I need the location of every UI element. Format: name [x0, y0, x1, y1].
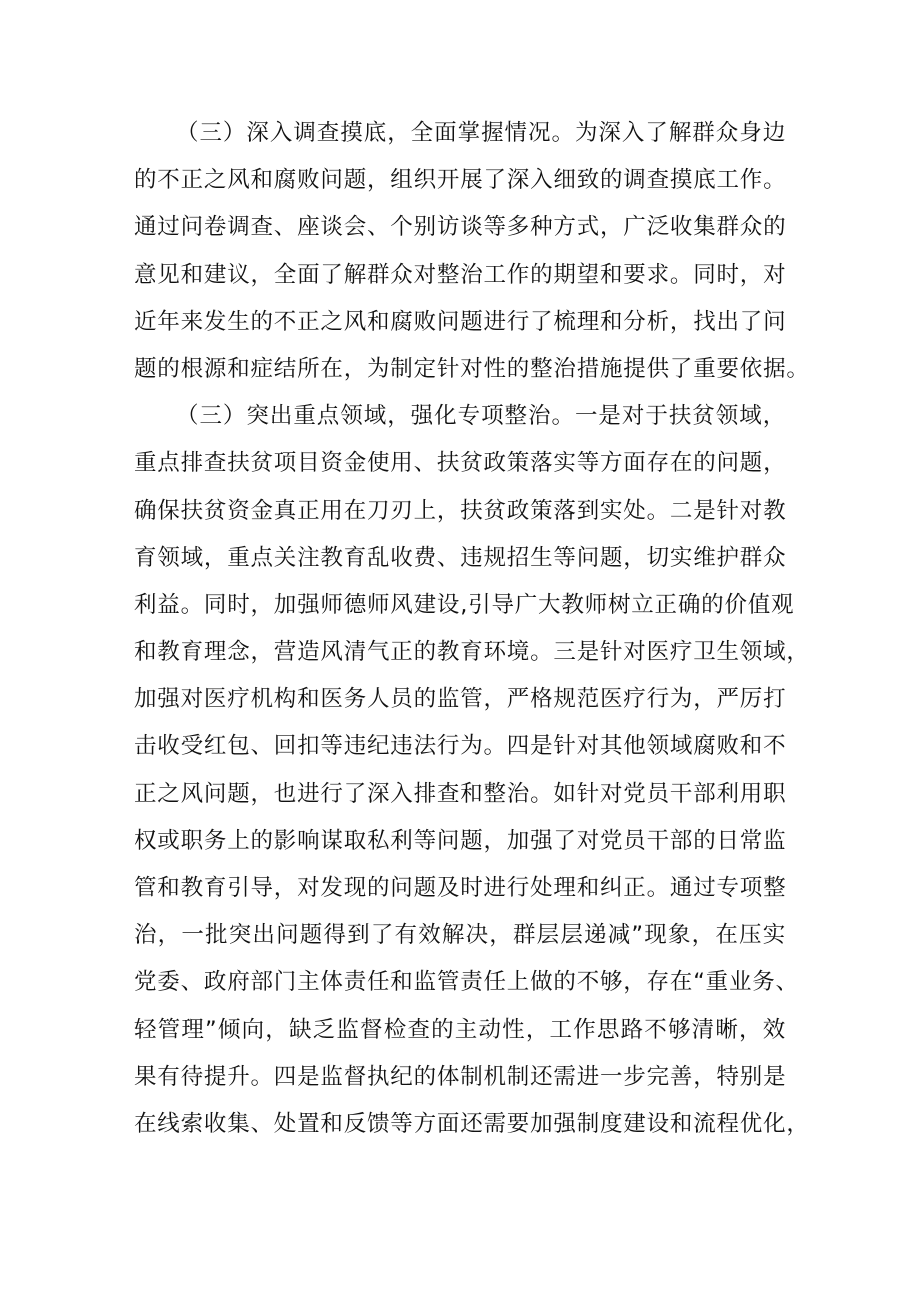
text-line: 通过问卷调查、座谈会、个别访谈等多种方式，广泛收集群众的 — [134, 214, 787, 241]
text-line: 题的根源和症结所在，为制定针对性的整治措施提供了重要依据。 — [134, 355, 810, 382]
text-line: 重点排查扶贫项目资金使用、扶贫政策落实等方面存在的问题， — [134, 450, 787, 477]
paragraph-special-rectification — [134, 393, 810, 1148]
text-line: 意见和建议，全面了解群众对整治工作的期望和要求。同时，对 — [134, 261, 787, 288]
text-line: 利益。同时，加强师德师风建设,引导广大教师树立正确的价值观 — [134, 591, 795, 618]
paragraph-investigation — [134, 110, 810, 393]
text-line: （三）突出重点领域，强化专项整治。一是对于扶贫领域， — [176, 403, 786, 430]
text-line: 管和教育引导，对发现的问题及时进行处理和纠正。通过专项整 — [134, 875, 787, 901]
text-line: 权或职务上的影响谋取私利等问题，加强了对党员干部的日常监 — [134, 827, 787, 854]
text-line: 轻管理”倾向，缺乏监督检查的主动性，工作思路不够清晰，效 — [134, 1016, 786, 1043]
text-line: 果有待提升。四是监督执纪的体制机制还需进一步完善，特别是 — [134, 1063, 787, 1090]
text-line: 的不正之风和腐败问题，组织开展了深入细致的调查摸底工作。 — [134, 167, 787, 194]
text-line: （三）深入调查摸底，全面掌握情况。为深入了解群众身边 — [176, 120, 786, 146]
text-line: 正之风问题，也进行了深入排查和整治。如针对党员干部利用职 — [134, 780, 787, 807]
text-line: 育领域，重点关注教育乱收费、违规招生等问题，切实维护群众 — [134, 544, 787, 571]
text-line: 和教育理念，营造风清气正的教育环境。三是针对医疗卫生领域， — [134, 639, 810, 666]
text-line: 党委、政府部门主体责任和监管责任上做的不够，存在“重业务、 — [134, 969, 799, 996]
text-line: 击收受红包、回扣等违纪违法行为。四是针对其他领域腐败和不 — [134, 733, 787, 760]
document-body — [134, 110, 810, 1148]
text-line: 确保扶贫资金真正用在刀刃上，扶贫政策落到实处。二是针对教 — [134, 497, 787, 524]
text-line: 治，一批突出问题得到了有效解决，群层层递减”现象，在压实 — [134, 922, 786, 949]
text-line: 加强对医疗机构和医务人员的监管，严格规范医疗行为，严厉打 — [134, 686, 787, 713]
text-line: 近年来发生的不正之风和腐败问题进行了梳理和分析，找出了问 — [134, 308, 787, 335]
text-line: 在线索收集、处置和反馈等方面还需要加强制度建设和流程优化， — [134, 1110, 810, 1137]
